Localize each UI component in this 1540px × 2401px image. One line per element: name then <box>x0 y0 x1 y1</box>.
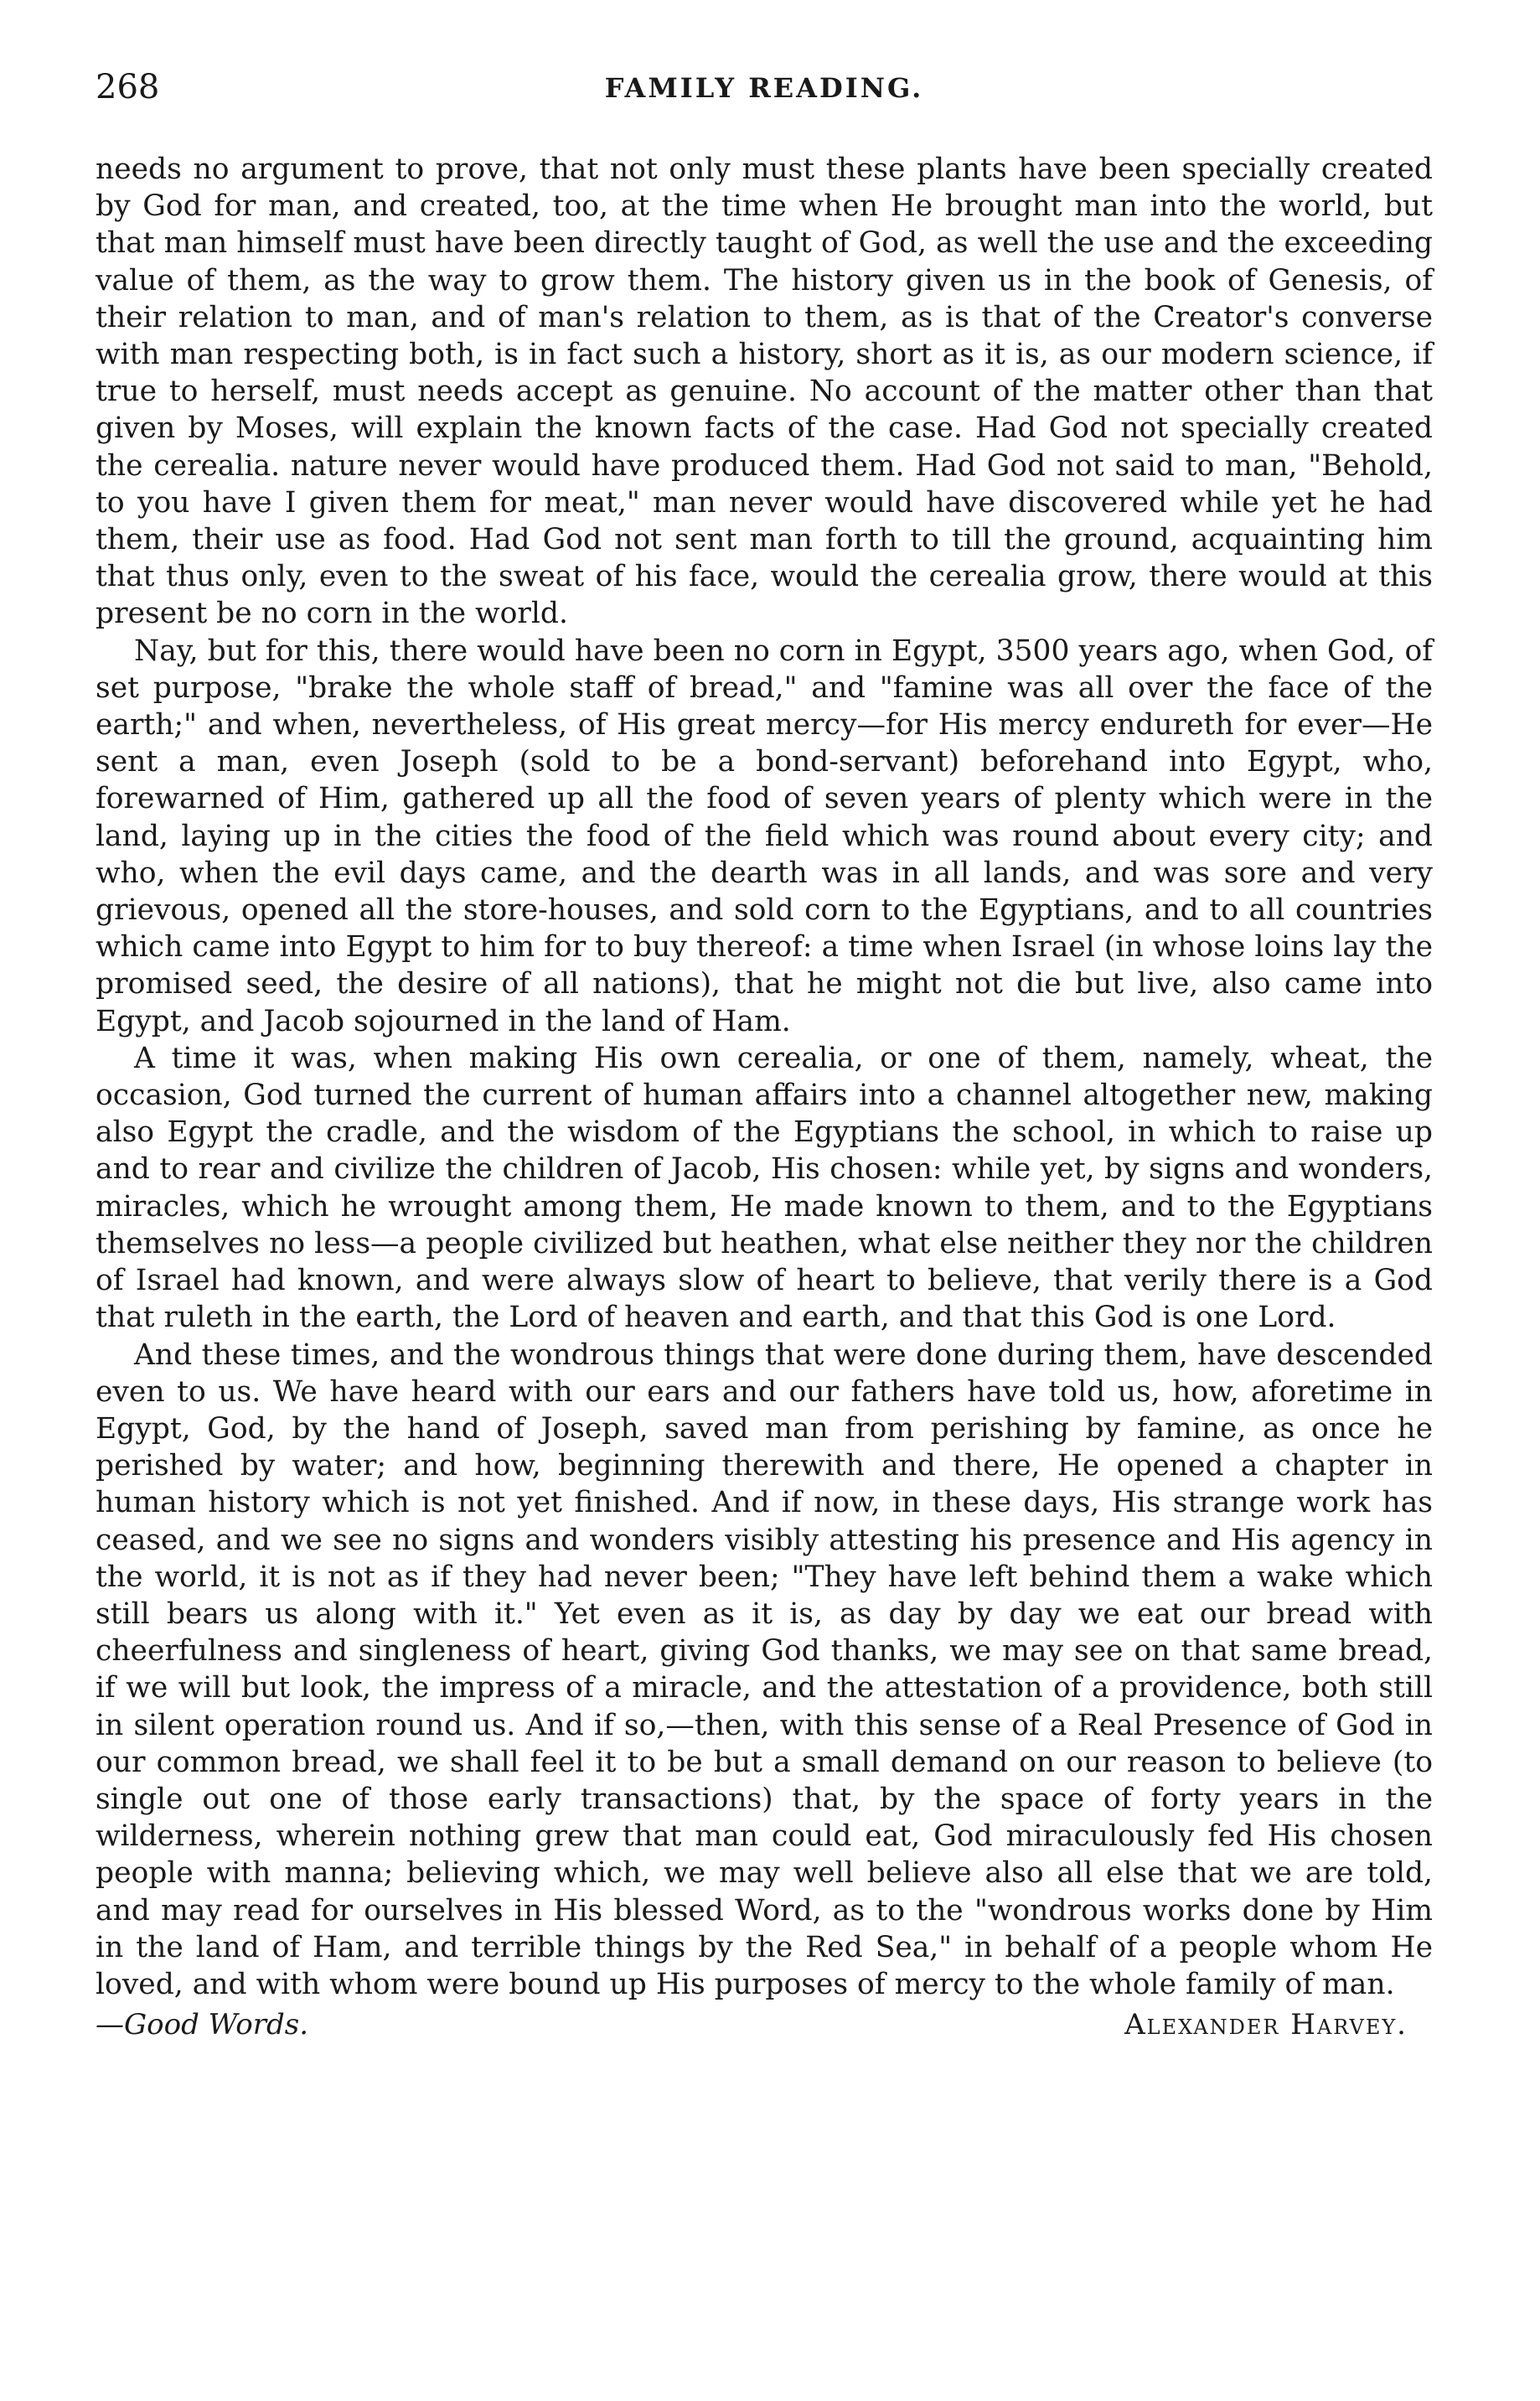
paragraph: A time it was, when making His own cerealia, or one of them, namely, wheat, the occasion, God turned the current of human affairs into a channel altogether new, making also Egypt the cradle, and the wisdom of the Egyptians the school, in which to raise up and to rear and civilize the children of Jacob, His chosen: while yet, by signs and wonders, miracles, which he wrought among them, He made known to them, and to the Egyptians themselves no less—a people civilized but heathen, what else neither they nor the children of Israel had known, and were always slow of heart to believe, that verily there is a God that ruleth in the earth, the Lord of heaven and earth, and that this God is one Lord. <box>96 1041 1433 1335</box>
page-header <box>96 67 1433 121</box>
article-body <box>96 151 1433 2003</box>
book-page <box>96 67 1433 2047</box>
source-attribution: —Good Words. <box>96 2008 309 2042</box>
paragraph: needs no argument to prove, that not only must these plants have been specially created by God for man, and created, too, at the time when He brought man into the world, but that man himself must have been directly taught of God, as well the use and the exceeding value of them, as the way to grow them. The history given us in the book of Genesis, of their relation to man, and of man's relation to them, as is that of the Creator's converse with man respecting both, is in fact such a history, short as it is, as our modern science, if true to herself, must needs accept as genuine. No account of the matter other than that given by Moses, will explain the known facts of the case. Had God not specially created the cerealia. nature never would have produced them. Had God not said to man, "Behold, to you have I given them for meat," man never would have discovered while yet he had them, their use as food. Had God not sent man forth to till the ground, acquainting him that thus only, even to the sweat of his face, would the cerealia grow, there would at this present be no corn in the world. <box>96 153 1433 631</box>
article-footer <box>96 2006 1433 2047</box>
running-title: FAMILY READING. <box>604 72 924 104</box>
paragraph: And these times, and the wondrous things that were done during them, have descended even to us. We have heard with our ears and our fathers have told us, how, aforetime in Egypt, God, by the hand of Joseph, saved man from perishing by famine, as once he perished by water; and how, beginning therewith and there, He opened a chapter in human history which is not yet finished. And if now, in these days, His strange work has ceased, and we see no signs and wonders visibly attesting his presence and His agency in the world, it is not as if they had never been; "They have left behind them a wake which still bears us along with it." Yet even as it is, as day by day we eat our bread with cheerfulness and singleness of heart, giving God thanks, we may see on that same bread, if we will but look, the impress of a miracle, and the attestation of a providence, both still in silent operation round us. And if so,—then, with this sense of a Real Presence of God in our common bread, we shall feel it to be but a small demand on our reason to believe (to single out one of those early transactions) that, by the space of forty years in the wilderness, wherein nothing grew that man could eat, God miraculously fed His chosen people with manna; believing which, we may well believe also all else that we are told, and may read for ourselves in His blessed Word, as to the "wondrous works done by Him in the land of Ham, and terrible things by the Red Sea," in behalf of a people whom He loved, and with whom were bound up His purposes of mercy to the whole family of man. <box>96 1338 1433 2001</box>
author-signature: Alexander Harvey. <box>1124 2008 1408 2042</box>
paragraph: Nay, but for this, there would have been no corn in Egypt, 3500 years ago, when God, of set purpose, "brake the whole staff of bread," and "famine was all over the face of the earth;" and when, nevertheless, of His great mercy—for His mercy endureth for ever—He sent a man, even Joseph (sold to be a bond-servant) beforehand into Egypt, who, forewarned of Him, gathered up all the food of seven years of plenty which were in the land, laying up in the cities the food of the field which was round about every city; and who, when the evil days came, and the dearth was in all lands, and was sore and very grievous, opened all the store-houses, and sold corn to the Egyptians, and to all countries which came into Egypt to him for to buy thereof: a time when Israel (in whose loins lay the promised seed, the desire of all nations), that he might not die but live, also came into Egypt, and Jacob sojourned in the land of Ham. <box>96 634 1433 1038</box>
page-number: 268 <box>96 68 160 106</box>
